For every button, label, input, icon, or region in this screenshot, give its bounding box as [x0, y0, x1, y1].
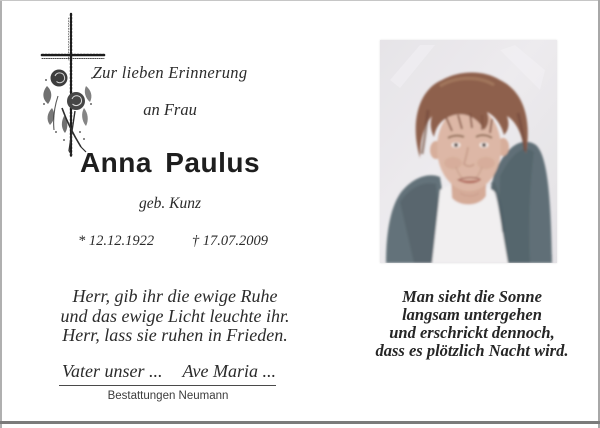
- prayer-line: Herr, gib ihr die ewige Ruhe: [72, 286, 278, 306]
- intro-line-2: an Frau: [143, 100, 197, 119]
- scan-edge-bottom: [0, 421, 600, 424]
- death-date: † 17.07.2009: [191, 233, 268, 249]
- intro-line-1: Zur lieben Erinnerung: [92, 63, 248, 82]
- prayer-line: Herr, lass sie ruhen in Frieden.: [62, 325, 288, 345]
- footer-divider: [59, 385, 276, 386]
- verse-line: und erschrickt dennoch,: [389, 323, 555, 342]
- life-dates: [78, 233, 268, 250]
- birth-date: * 12.12.1922: [78, 233, 155, 249]
- funeral-home-name: Bestattungen Neumann: [107, 390, 229, 402]
- deceased-name: Anna Paulus: [79, 147, 261, 178]
- invocations-row: [62, 361, 276, 382]
- prayer-text: [20, 287, 330, 346]
- verse-text: [353, 288, 591, 360]
- invocation-vater-unser: Vater unser ...: [62, 361, 163, 381]
- cross-with-roses-icon: [34, 8, 114, 158]
- scan-edge-top: [0, 0, 600, 1]
- verse-line: dass es plötzlich Nacht wird.: [375, 341, 569, 360]
- invocation-ave-maria: Ave Maria ...: [182, 361, 276, 381]
- verse-line: Man sieht die Sonne: [402, 287, 542, 306]
- portrait-photo: [380, 40, 557, 263]
- maiden-name: geb. Kunz: [139, 195, 201, 212]
- verse-line: langsam untergehen: [402, 305, 542, 324]
- scan-edge-left: [0, 0, 2, 428]
- prayer-line: und das ewige Licht leuchte ihr.: [60, 305, 290, 326]
